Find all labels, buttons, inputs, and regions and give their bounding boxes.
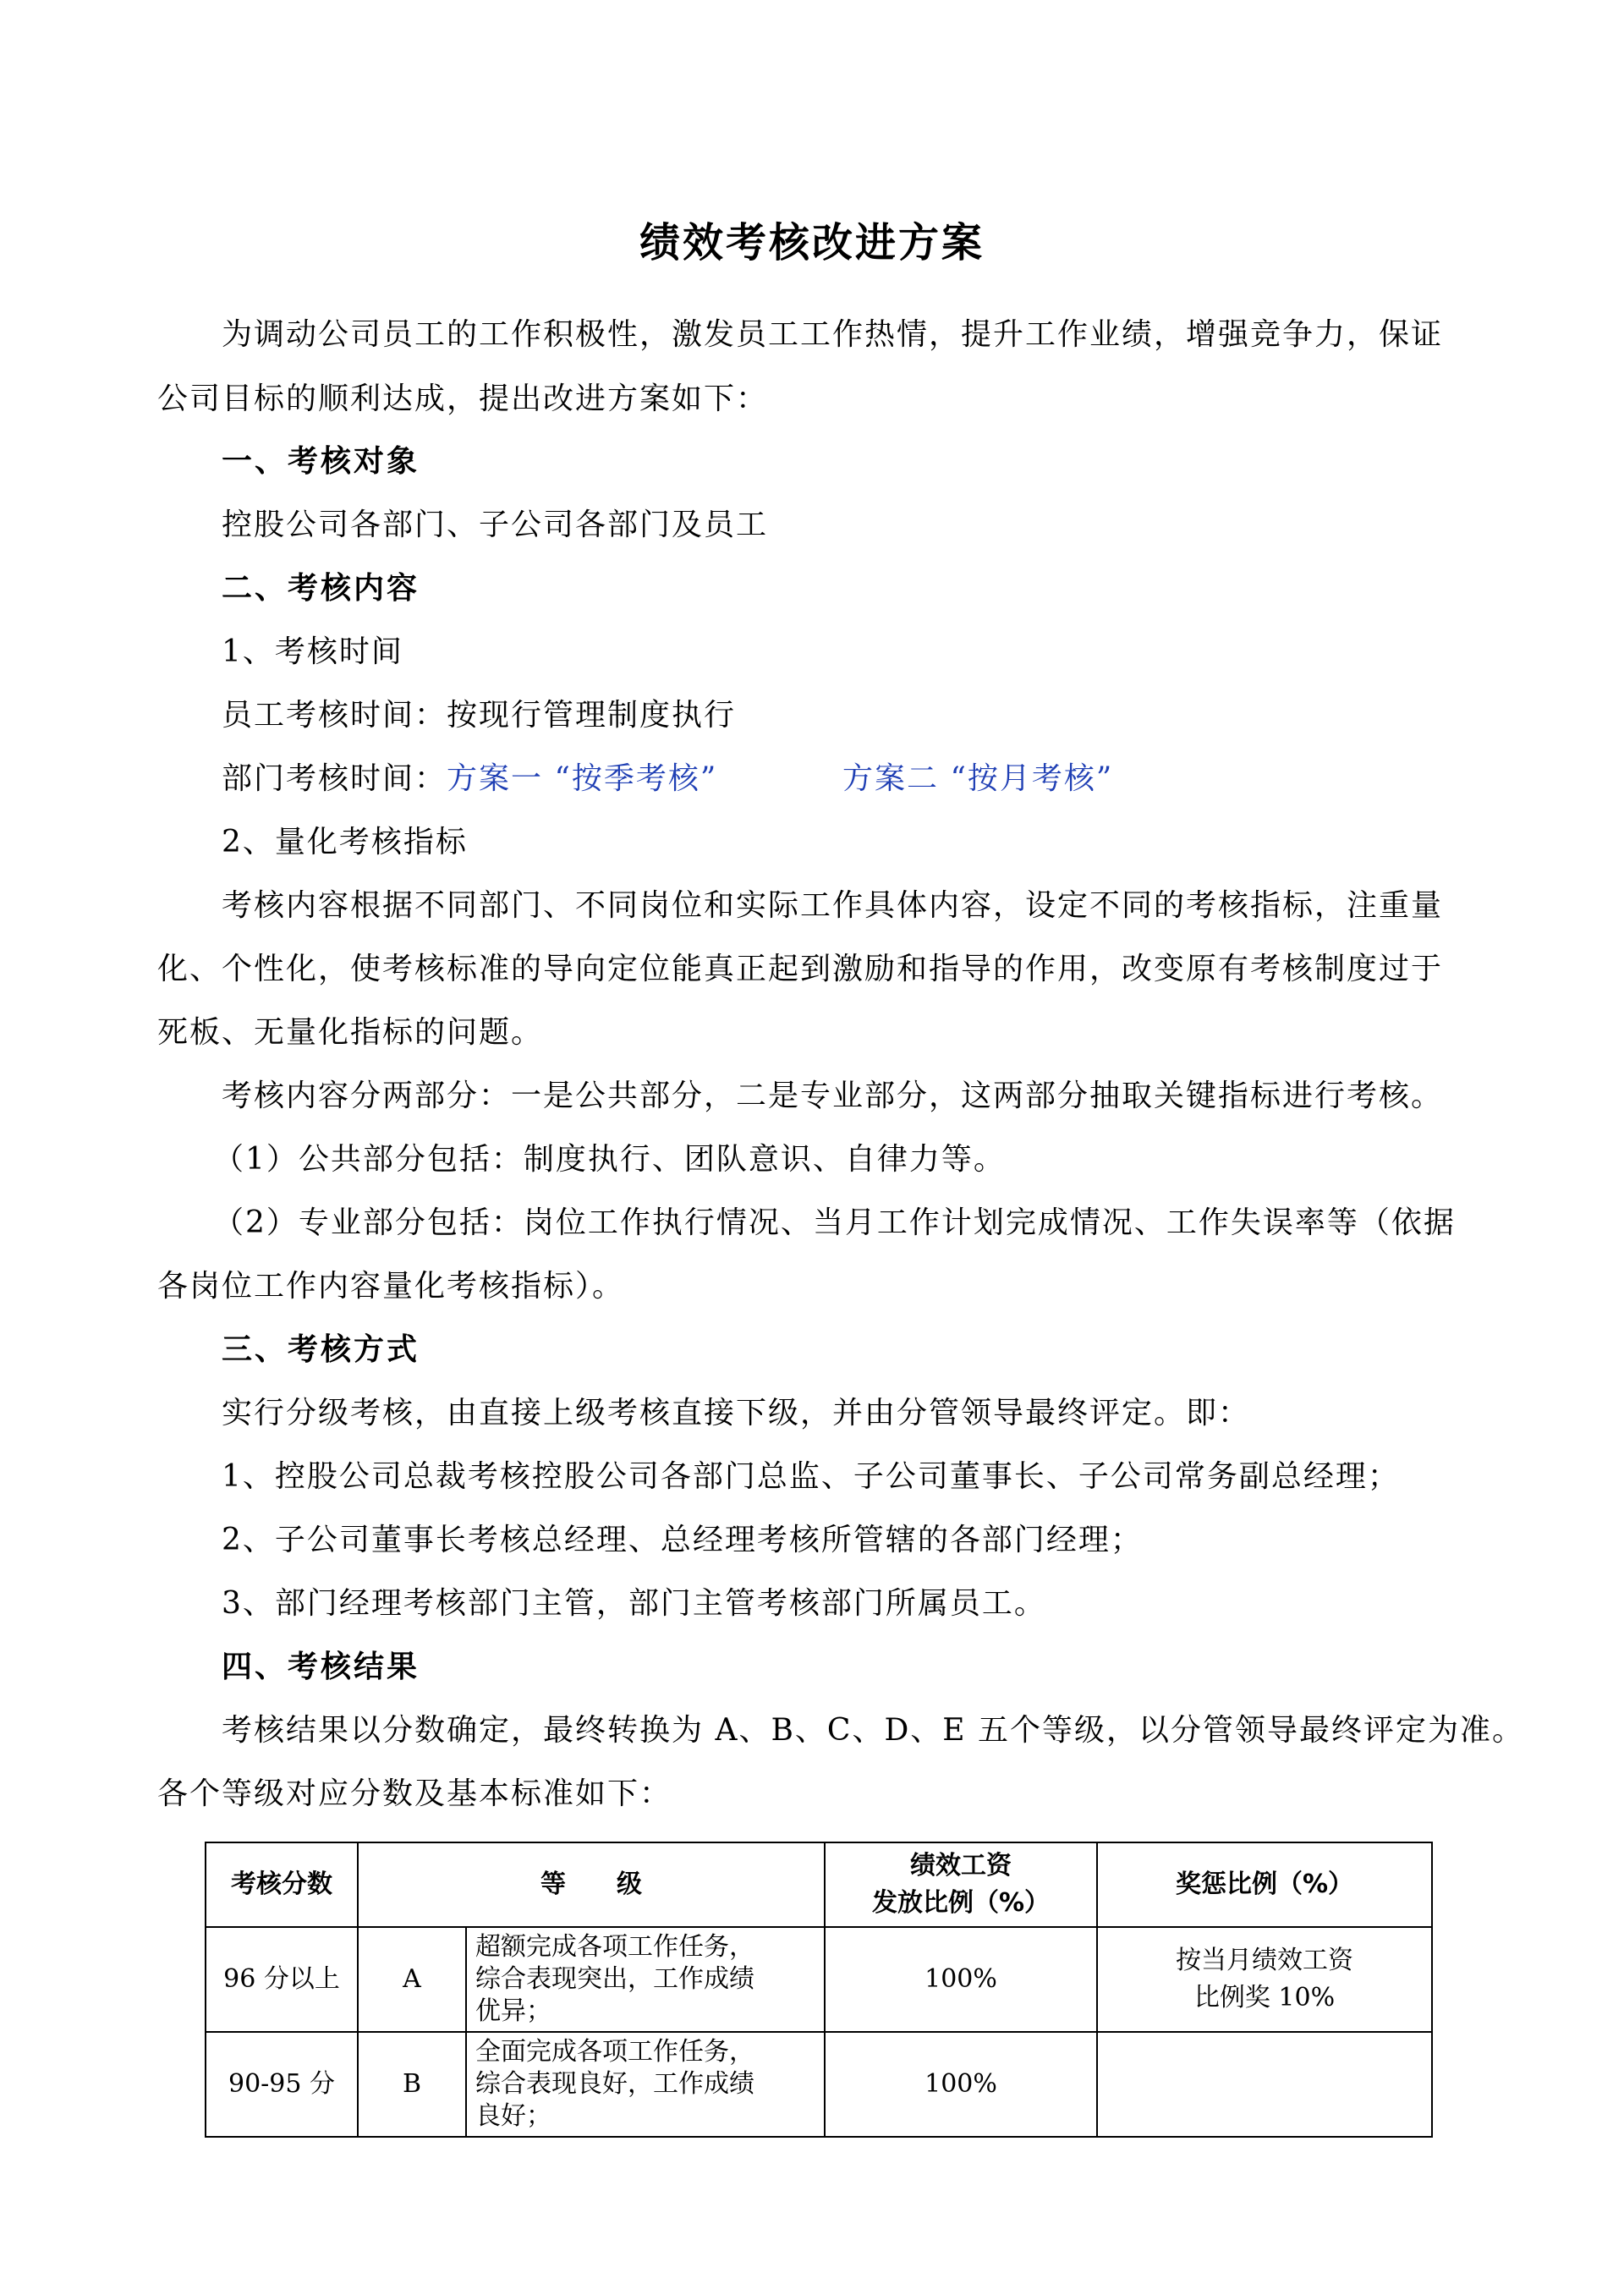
- intro-line-1: 为调动公司员工的工作积极性，激发员工工作热情，提升工作业绩，增强竞争力，保证: [222, 317, 1444, 352]
- section-heading-2: 二、考核内容: [222, 571, 420, 606]
- subheading-time: 1、考核时间: [222, 634, 403, 669]
- document-title: 绩效考核改进方案: [639, 219, 985, 266]
- option-one-text: 方案一 “按季考核”: [447, 761, 718, 796]
- description-line: 超额完成各项工作任务，: [475, 1932, 754, 1962]
- content-parts-text: 考核内容分两部分：一是公共部分，二是专业部分，这两部分抽取关键指标进行考核。: [222, 1079, 1444, 1113]
- header-bonus-ratio: 奖惩比例（%）: [1097, 1842, 1432, 1927]
- indicators-para-line-2: 化、个性化，使考核标准的导向定位能真正起到激励和指导的作用，改变原有考核制度过于: [157, 952, 1444, 986]
- section-1-text: 控股公司各部门、子公司各部门及员工: [222, 508, 769, 542]
- grade-table: [205, 1842, 1433, 2138]
- table-row: [206, 1927, 1432, 2032]
- score-cell: 96 分以上: [206, 1927, 358, 2032]
- description-line: 优异；: [475, 1996, 551, 2026]
- method-item-3: 3、部门经理考核部门主管，部门主管考核部门所属员工。: [222, 1586, 1046, 1621]
- indicators-para-line-3: 死板、无量化指标的问题。: [157, 1015, 544, 1050]
- bonus-cell: [1097, 2032, 1432, 2137]
- professional-part-line-1: （2）专业部分包括：岗位工作执行情况、当月工作计划完成情况、工作失误率等（依据: [213, 1205, 1456, 1240]
- description-line: 良好；: [475, 2101, 551, 2131]
- professional-part-line-2: 各岗位工作内容量化考核指标）。: [157, 1269, 625, 1304]
- section-heading-1: 一、考核对象: [222, 444, 420, 479]
- header-grade: 等 级: [358, 1842, 825, 1927]
- bonus-cell: [1097, 1927, 1432, 2032]
- bonus-line: 按当月绩效工资: [1176, 1946, 1353, 1975]
- dept-time-line: [222, 757, 717, 801]
- pay-ratio-cell: 100%: [825, 2032, 1097, 2137]
- public-part-item: （1）公共部分包括：制度执行、团队意识、自律力等。: [213, 1142, 1006, 1177]
- table-row: [206, 2032, 1432, 2137]
- method-item-2: 2、子公司董事长考核总经理、总经理考核所管辖的各部门经理；: [222, 1523, 1143, 1557]
- staff-time-text: 员工考核时间：按现行管理制度执行: [222, 698, 737, 733]
- grade-cell: A: [358, 1927, 466, 2032]
- score-cell: 90-95 分: [206, 2032, 358, 2137]
- header-score: 考核分数: [206, 1842, 358, 1927]
- result-para-line-1: 考核结果以分数确定，最终转换为 A、B、C、D、E 五个等级，以分管领导最终评定为准。: [222, 1713, 1525, 1748]
- table-header-row: [206, 1842, 1432, 1927]
- header-pay-ratio-line-1: 绩效工资: [910, 1851, 1012, 1880]
- intro-line-2: 公司目标的顺利达成，提出改进方案如下：: [157, 382, 769, 416]
- section-3-text: 实行分级考核，由直接上级考核直接下级，并由分管领导最终评定。即：: [222, 1396, 1251, 1430]
- description-line: 全面完成各项工作任务，: [475, 2037, 754, 2067]
- method-item-1: 1、控股公司总裁考核控股公司各部门总监、子公司董事长、子公司常务副总经理；: [222, 1459, 1400, 1494]
- header-pay-ratio-line-2: 发放比例（%）: [871, 1888, 1051, 1918]
- section-heading-3: 三、考核方式: [222, 1332, 420, 1367]
- description-line: 综合表现突出，工作成绩: [475, 1964, 754, 1994]
- header-pay-ratio: [825, 1842, 1097, 1927]
- dept-time-label: 部门考核时间：: [222, 761, 447, 796]
- subheading-indicators: 2、量化考核指标: [222, 825, 468, 859]
- option-two-text: 方案二 “按月考核”: [842, 761, 1114, 796]
- grade-description-cell: [466, 1927, 825, 2032]
- result-para-line-2: 各个等级对应分数及基本标准如下：: [157, 1776, 672, 1811]
- section-heading-4: 四、考核结果: [222, 1650, 420, 1684]
- description-line: 综合表现良好，工作成绩: [475, 2069, 754, 2099]
- bonus-line: 比例奖 10%: [1193, 1983, 1336, 2012]
- pay-ratio-cell: 100%: [825, 1927, 1097, 2032]
- grade-cell: B: [358, 2032, 466, 2137]
- grade-description-cell: [466, 2032, 825, 2137]
- indicators-para-line-1: 考核内容根据不同部门、不同岗位和实际工作具体内容，设定不同的考核指标，注重量: [222, 888, 1444, 923]
